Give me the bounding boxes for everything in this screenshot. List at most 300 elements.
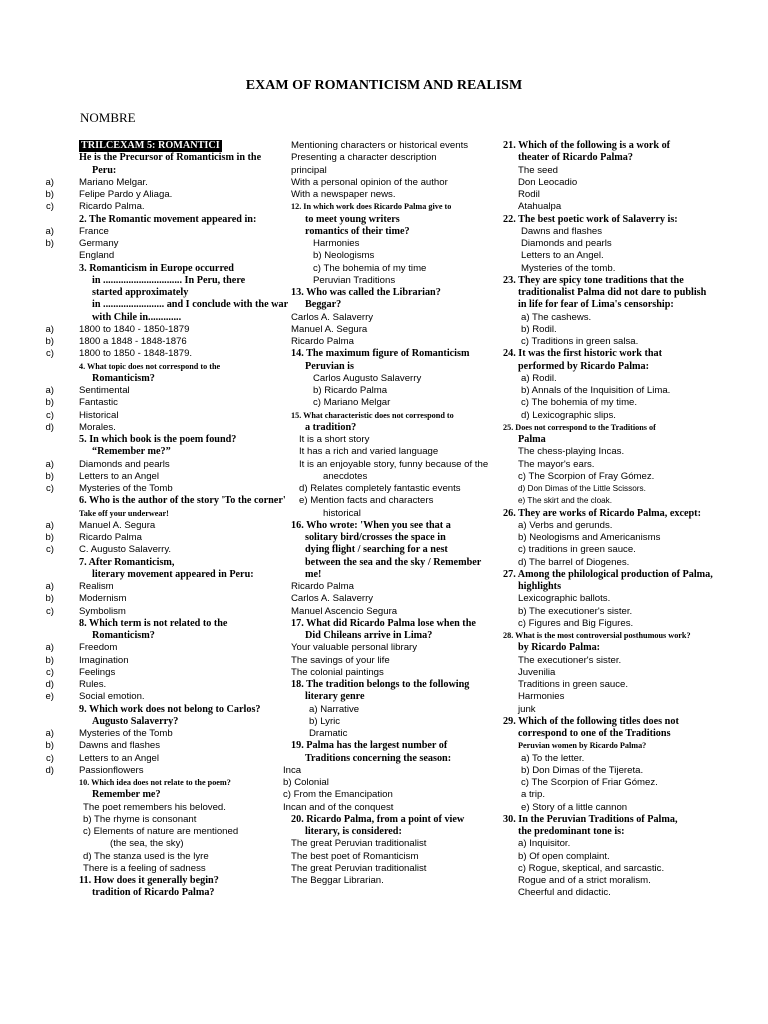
question-line (283, 569, 505, 581)
line-text: Letters to an Angel. (521, 250, 604, 262)
line-text: Harmonies (313, 238, 360, 249)
question-line (283, 544, 505, 556)
answer-option (503, 753, 725, 765)
answer-option (503, 655, 725, 667)
answer-option (283, 483, 505, 495)
line-text: 8. Which term is not related to the (79, 617, 228, 629)
question-line (503, 508, 725, 520)
option-marker: a) (45, 642, 54, 654)
line-text: solitary bird/crosses the space in (305, 532, 446, 543)
answer-option (503, 838, 725, 850)
question-line (40, 630, 288, 642)
answer-option (40, 250, 288, 262)
answer-option (503, 618, 725, 630)
line-text: Dawns and flashes (521, 225, 603, 237)
answer-option (283, 838, 505, 850)
line-text: 28. What is the most controversial posthumous work? (503, 631, 691, 640)
line-text: Manuel A. Segura (79, 519, 156, 531)
line-text: with Chile in............. (92, 311, 182, 323)
line-text: c) The Scorpion of Fray Gómez. (518, 470, 655, 482)
line-text: d) The barrel of Diogenes. (518, 556, 630, 568)
line-text: Freedom (79, 642, 118, 654)
option-marker: c) (46, 666, 54, 678)
line-text: 26. They are works of Ricardo Palma, except: (503, 507, 701, 519)
option-marker: c) (46, 348, 54, 360)
answer-option (40, 581, 288, 593)
line-text: Letters to an Angel (79, 470, 160, 482)
line-text: 21. Which of the following is a work of (503, 140, 671, 151)
line-text: d) Don Dimas of the Little Scissors. (518, 484, 646, 493)
line-text: Social emotion. (79, 691, 145, 703)
question-line (503, 275, 725, 287)
question-line (503, 630, 725, 642)
line-text: 12. In which work does Ricardo Palma give to (291, 202, 452, 212)
question-line (283, 618, 505, 630)
line-text: 22. The best poetic work of Salaverry is: (503, 213, 678, 225)
answer-option (40, 667, 288, 679)
answer-option (283, 140, 505, 152)
answer-option (283, 471, 505, 483)
line-text: Don Leocadio (518, 176, 578, 188)
question-line (283, 361, 505, 373)
question-line (283, 410, 505, 422)
answer-option (40, 802, 288, 814)
line-text: b) Rodil. (521, 323, 557, 335)
line-text: literary, is considered: (305, 826, 402, 837)
question-line (283, 557, 505, 569)
line-text: 27. Among the philological production of Palma, (503, 568, 713, 580)
question-line (40, 299, 288, 311)
answer-option (283, 606, 505, 618)
line-text: literary genre (305, 691, 365, 703)
question-line (283, 532, 505, 544)
line-text: It is a short story (299, 434, 370, 445)
answer-option (503, 679, 725, 691)
line-text: in ........................ and I conclude with the war (92, 299, 288, 311)
line-text: c) Elements of nature are mentioned (83, 826, 239, 837)
line-text: b) The rhyme is consonant (83, 813, 197, 825)
line-text: 4. What topic does not correspond to the (79, 361, 221, 371)
answer-option (40, 814, 288, 826)
line-text: correspond to one of the Traditions (518, 728, 671, 739)
line-text: b) Annals of the Inquisition of Lima. (521, 385, 671, 396)
line-text: e) The skirt and the cloak. (518, 496, 613, 506)
line-text: Mentioning characters or historical events (291, 140, 469, 151)
line-text: Rodil (518, 189, 540, 200)
line-text: e) Mention facts and characters (299, 495, 434, 507)
question-line (283, 826, 505, 838)
answer-option (503, 483, 725, 495)
line-text: historical (323, 507, 361, 519)
option-marker: a) (45, 728, 54, 739)
option-marker: a) (45, 176, 54, 188)
answer-option (503, 201, 725, 213)
question-line (283, 814, 505, 826)
answer-option (283, 263, 505, 275)
answer-option (40, 863, 288, 875)
answer-option (503, 593, 725, 605)
answer-option (283, 165, 505, 177)
line-text: junk (518, 703, 536, 715)
line-text: a) Rodil. (521, 372, 557, 384)
line-text: Ricardo Palma (291, 581, 354, 592)
line-text: Peruvian women by Ricardo Palma? (518, 741, 647, 751)
answer-option (283, 459, 505, 471)
line-text: Rogue and of a strict moralism. (518, 875, 651, 886)
line-text: to meet young writers (305, 213, 400, 225)
line-text: the predominant tone is: (518, 826, 625, 837)
question-line (503, 299, 725, 311)
question-line (40, 312, 288, 324)
answer-option (40, 679, 288, 691)
answer-option (283, 863, 505, 875)
question-line (503, 740, 725, 752)
answer-option (283, 802, 505, 814)
line-text: Take off your underwear! (79, 508, 169, 518)
question-line (40, 275, 288, 287)
line-text: between the sea and the sky / Remember (305, 556, 482, 568)
line-text: Mariano Melgar. (79, 176, 148, 188)
answer-option (283, 434, 505, 446)
line-text: 6. Who is the author of the story 'To the corner' (79, 495, 286, 507)
answer-option (40, 642, 288, 654)
line-text: Modernism (79, 593, 127, 605)
line-text: Manuel Ascencio Segura (291, 605, 398, 617)
option-marker: a) (45, 581, 54, 592)
line-text: b) Don Dimas of the Tijereta. (521, 764, 644, 776)
line-text: Mysteries of the Tomb (79, 483, 173, 494)
answer-option (503, 250, 725, 262)
answer-option (40, 655, 288, 667)
question-line (283, 226, 505, 238)
line-text: Lexicographic ballots. (518, 593, 611, 605)
line-text: 1800 to 1840 - 1850-1879 (79, 323, 190, 335)
line-text: started approximately (92, 287, 189, 298)
line-text: Cheerful and didactic. (518, 887, 611, 899)
line-text: Inca (283, 764, 302, 776)
answer-option (283, 642, 505, 654)
line-text: Traditions in green sauce. (518, 679, 629, 690)
column-left (40, 140, 288, 900)
line-text: Traditions concerning the season: (305, 752, 452, 764)
question-line (283, 691, 505, 703)
line-text: 30. In the Peruvian Traditions of Palma, (503, 813, 678, 825)
answer-option (283, 581, 505, 593)
line-text: 7. After Romanticism, (79, 556, 175, 568)
line-text: The great Peruvian traditionalist (291, 838, 427, 850)
answer-option (283, 312, 505, 324)
line-text: c) The bohemia of my time (313, 262, 427, 274)
option-marker: a) (45, 385, 54, 396)
line-text: performed by Ricardo Palma: (518, 360, 649, 372)
option-marker: b) (45, 654, 54, 666)
line-text: Peruvian is (305, 360, 354, 372)
answer-option (283, 275, 505, 287)
answer-option (40, 728, 288, 740)
line-text: Imagination (79, 654, 129, 666)
question-line (503, 422, 725, 434)
question-line (503, 728, 725, 740)
line-text: Your valuable personal library (291, 642, 418, 654)
line-text: The mayor's ears. (518, 458, 595, 470)
answer-option (503, 385, 725, 397)
line-text: a) The cashews. (521, 311, 592, 323)
line-text: b) Neologisms and Americanisms (518, 532, 661, 543)
line-text: Symbolism (79, 605, 126, 617)
line-text: Beggar? (305, 299, 342, 311)
name-label: NOMBRE (80, 110, 136, 125)
option-marker: c) (46, 605, 54, 617)
line-text: The Beggar Librarian. (291, 875, 384, 886)
line-text: The executioner's sister. (518, 654, 622, 666)
line-text: 20. Ricardo Palma, from a point of view (291, 813, 465, 825)
answer-option (503, 312, 725, 324)
question-line (40, 875, 288, 887)
line-text: Manuel A. Segura (291, 323, 368, 335)
question-line (503, 642, 725, 654)
line-text: c) The bohemia of my time. (521, 397, 638, 409)
line-text: Incan and of the conquest (283, 801, 394, 813)
answer-option (503, 887, 725, 899)
line-text: 1800 to 1850 - 1848-1879. (79, 348, 193, 360)
answer-option (40, 544, 288, 556)
question-line (40, 434, 288, 446)
line-text: Ricardo Palma (79, 532, 142, 543)
question-line (283, 287, 505, 299)
question-line (283, 753, 505, 765)
option-marker: e) (45, 691, 54, 703)
line-text: 29. Which of the following titles does not (503, 715, 679, 727)
line-text: Passionflowers (79, 764, 144, 776)
question-line (40, 214, 288, 226)
line-text: The poet remembers his beloved. (83, 801, 226, 813)
line-text: me! (305, 568, 322, 580)
question-line (40, 618, 288, 630)
answer-option (283, 716, 505, 728)
line-text: theater of Ricardo Palma? (518, 152, 633, 164)
answer-option (503, 765, 725, 777)
answer-option (503, 397, 725, 409)
exam-header (40, 140, 288, 152)
line-text: Carlos A. Salaverry (291, 593, 374, 605)
line-text: Realism (79, 581, 114, 592)
answer-option (503, 324, 725, 336)
question-line (503, 348, 725, 360)
answer-option (40, 238, 288, 250)
answer-option (40, 753, 288, 765)
line-text: Romanticism? (92, 630, 155, 641)
line-text: 9. Which work does not belong to Carlos? (79, 703, 261, 715)
answer-option (40, 593, 288, 605)
line-text: b) Colonial (283, 777, 329, 788)
answer-option (503, 495, 725, 507)
answer-option (283, 152, 505, 164)
answer-option (503, 165, 725, 177)
answer-option (40, 348, 288, 360)
answer-option (40, 740, 288, 752)
answer-option (503, 446, 725, 458)
line-text: 24. It was the first historic work that (503, 348, 663, 360)
answer-option (283, 875, 505, 887)
question-line (40, 373, 288, 385)
question-line (503, 581, 725, 593)
question-line (283, 299, 505, 311)
question-line (40, 716, 288, 728)
line-text: 23. They are spicy tone traditions that the (503, 274, 684, 286)
answer-option (40, 826, 288, 838)
line-text: 16. Who wrote: 'When you see that a (291, 519, 451, 531)
line-text: Dawns and flashes (79, 740, 161, 752)
line-text: principal (291, 164, 327, 176)
line-text: e) Story of a little cannon (521, 801, 628, 813)
answer-option (503, 238, 725, 250)
option-marker: b) (45, 532, 54, 543)
question-line (283, 201, 505, 213)
line-text: The colonial paintings (291, 666, 384, 678)
answer-option (40, 765, 288, 777)
question-line (503, 569, 725, 581)
option-marker: b) (45, 336, 54, 347)
question-line (503, 716, 725, 728)
answer-option (503, 691, 725, 703)
answer-option (283, 728, 505, 740)
answer-option (283, 777, 505, 789)
line-text: The seed (518, 164, 559, 176)
question-line (283, 348, 505, 360)
line-text: Ricardo Palma (291, 336, 354, 347)
line-text: Presenting a character description (291, 152, 437, 164)
question-line (503, 814, 725, 826)
line-text: 13. Who was called the Librarian? (291, 287, 441, 298)
option-marker: c) (46, 752, 54, 764)
line-text: c) The Scorpion of Friar Gómez. (521, 777, 658, 788)
question-line (283, 630, 505, 642)
question-line (283, 214, 505, 226)
answer-option (283, 789, 505, 801)
question-line (503, 826, 725, 838)
line-text: c) Mariano Melgar (313, 397, 391, 409)
line-text: c) Traditions in green salsa. (521, 336, 639, 347)
line-text: 15. What characteristic does not correspond to (291, 410, 454, 420)
line-text: 1800 a 1848 - 1848-1876 (79, 336, 187, 347)
line-text: d) Lexicographic slips. (521, 409, 616, 421)
question-line (40, 152, 288, 164)
answer-option (40, 336, 288, 348)
line-text: tradition of Ricardo Palma? (92, 887, 215, 899)
line-text: Did Chileans arrive in Lima? (305, 630, 433, 641)
answer-option (283, 508, 505, 520)
answer-option (283, 250, 505, 262)
line-text: Peruvian Traditions (313, 274, 396, 286)
answer-option (283, 238, 505, 250)
line-text: Rules. (79, 679, 107, 690)
question-line (40, 263, 288, 275)
answer-option (283, 765, 505, 777)
answer-option (283, 177, 505, 189)
option-marker: d) (45, 421, 54, 433)
answer-option (503, 410, 725, 422)
line-text: a) To the letter. (521, 752, 585, 764)
line-text: a trip. (521, 789, 545, 801)
option-marker: a) (45, 323, 54, 335)
answer-option (40, 520, 288, 532)
question-line (40, 557, 288, 569)
line-text: 5. In which book is the poem found? (79, 434, 237, 445)
answer-option (503, 606, 725, 618)
line-text: a) Verbs and gerunds. (518, 519, 613, 531)
question-line (40, 361, 288, 373)
line-text: anecdotes (323, 470, 368, 482)
line-text: a tradition? (305, 421, 357, 433)
line-text: Morales. (79, 421, 116, 433)
line-text: Peru: (92, 164, 117, 176)
question-line (40, 287, 288, 299)
line-text: “Remember me?” (92, 446, 171, 458)
line-text: Diamonds and pearls (79, 458, 170, 470)
line-text: b) Ricardo Palma (313, 385, 388, 396)
option-marker: b) (45, 740, 54, 752)
question-line (40, 569, 288, 581)
answer-option (503, 789, 725, 801)
answer-option (503, 520, 725, 532)
question-line (40, 495, 288, 507)
answer-option (503, 263, 725, 275)
question-line (40, 887, 288, 899)
answer-option (40, 410, 288, 422)
option-marker: c) (46, 544, 54, 556)
question-line (40, 446, 288, 458)
answer-option (503, 177, 725, 189)
answer-option (283, 324, 505, 336)
option-marker: b) (45, 238, 54, 249)
answer-option (503, 532, 725, 544)
line-text: With a personal opinion of the author (291, 176, 448, 188)
answer-option (283, 189, 505, 201)
line-text: TRILCEXAM 5: ROMANTICI (81, 140, 220, 151)
answer-option (283, 704, 505, 716)
line-text: Romanticism? (92, 372, 155, 384)
line-text: 2. The Romantic movement appeared in: (79, 213, 257, 225)
line-text: Felipe Pardo y Aliaga. (79, 189, 173, 200)
answer-option (503, 802, 725, 814)
option-marker: c) (46, 483, 54, 494)
answer-option (503, 226, 725, 238)
line-text: Sentimental (79, 385, 130, 396)
answer-option (283, 373, 505, 385)
question-line (503, 152, 725, 164)
line-text: Diamonds and pearls (521, 238, 612, 249)
answer-option (503, 863, 725, 875)
answer-option (40, 838, 288, 850)
column-right (503, 140, 725, 900)
question-line (283, 740, 505, 752)
answer-option (283, 446, 505, 458)
line-text: b) Lyric (309, 715, 341, 727)
question-line (283, 520, 505, 532)
option-marker: b) (45, 397, 54, 409)
line-text: Feelings (79, 666, 116, 678)
line-text: d) Relates completely fantastic events (299, 483, 461, 494)
line-text: in life for fear of Lima's censorship: (518, 299, 674, 311)
line-text: b) Of open complaint. (518, 850, 610, 862)
line-text: Juvenilia (518, 666, 556, 678)
line-text: It is an enjoyable story, funny because of the (299, 458, 489, 470)
answer-option (283, 655, 505, 667)
option-marker: c) (46, 409, 54, 421)
line-text: The savings of your life (291, 654, 390, 666)
answer-option (503, 544, 725, 556)
answer-option (40, 397, 288, 409)
